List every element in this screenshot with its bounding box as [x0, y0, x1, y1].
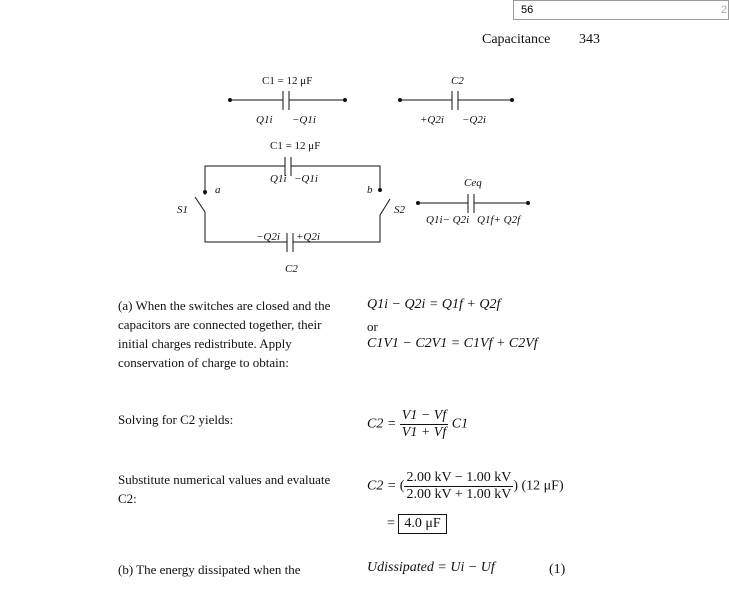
c1-loop-label: C1 = 12 μF [270, 140, 321, 152]
page-number[interactable]: 56 [521, 4, 534, 16]
part-b-text: (b) The energy dissipated when the [118, 562, 301, 577]
page-total: 2 [720, 4, 727, 16]
c2-label-bottom: C2 [285, 263, 298, 275]
section-title: Capacitance [482, 32, 551, 47]
loop-pos-q2i-label: +Q2i [296, 231, 320, 243]
part-a-text: (a) When the switches are closed and the capacitors are connected together, their initial charges redistribute. Apply conservation of charge to obtain: [118, 298, 331, 370]
capacitance-eq: C1V1 − C2V1 = C1Vf + C2Vf [367, 336, 538, 351]
c2-formula-denominator: V1 + Vf [401, 425, 447, 440]
equation-number: (1) [549, 562, 566, 577]
loop-q1i-label: Q1i [270, 173, 287, 185]
page-header-number: 343 [579, 32, 600, 47]
c2-result-equals: = [387, 516, 395, 531]
substitute-text: Substitute numerical values and evaluate C2: [118, 472, 331, 506]
c2-substitution-factor: (12 μF) [521, 478, 564, 494]
q1i-label: Q1i [256, 114, 273, 126]
charge-conservation-eq: Q1i − Q2i = Q1f + Q2f [367, 297, 501, 312]
c2-substitution: C2 = ( $\frac{2.00 kV - 1.00 kV}{2.00 kV + 1.00 kV}$ ) (12 μF) [367, 470, 564, 502]
c2-formula-fraction [400, 408, 448, 441]
node-b: b [367, 184, 373, 196]
c2-formula-rhs: C1 [451, 416, 469, 432]
combined-left-label: Q1i− Q2i [426, 214, 470, 226]
loop-neg-q1i-label: −Q1i [294, 173, 318, 185]
pos-q2i-label: +Q2i [420, 114, 444, 126]
c2-substitution-fraction [404, 470, 513, 503]
switch-s1: S1 [177, 204, 188, 216]
c2-formula-lhs: C2 = [367, 416, 397, 432]
c1-label: C1 = 12 μF [262, 75, 313, 87]
c2-formula-numerator: V1 − Vf [401, 408, 447, 423]
combined-right-label: Q1f+ Q2f [477, 214, 521, 226]
c2-result-box: 4.0 μF [398, 514, 446, 534]
neg-q2i-label: −Q2i [462, 114, 486, 126]
energy-dissipated-eq: Udissipated = Ui − Uf [367, 560, 495, 575]
c2-substitution-denominator: 2.00 kV + 1.00 kV [406, 487, 512, 502]
circuit-diagram [0, 0, 729, 290]
c2-formula [367, 408, 468, 441]
loop-neg-q2i-label: −Q2i [256, 231, 280, 243]
switch-s2: S2 [394, 204, 405, 216]
c2-substitution-lhs: C2 = [367, 478, 397, 494]
neg-q1i-label: −Q1i [292, 114, 316, 126]
solve-text: Solving for C2 yields: [118, 412, 234, 427]
node-a: a [215, 184, 221, 196]
c2-substitution-numerator: 2.00 kV − 1.00 kV [406, 470, 512, 485]
or-word: or [367, 319, 378, 334]
ceq-label: Ceq [464, 177, 482, 189]
c2-label-top: C2 [451, 75, 464, 87]
c2-result-row [387, 514, 447, 534]
